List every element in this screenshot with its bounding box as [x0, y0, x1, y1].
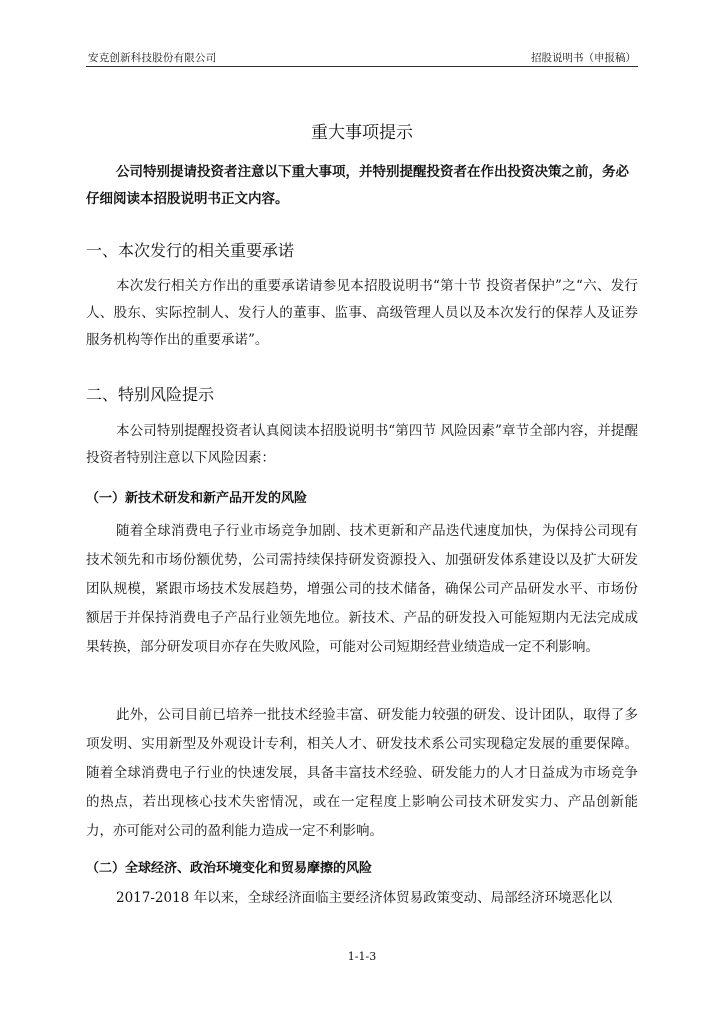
header-company: 安克创新科技股份有限公司: [88, 52, 217, 64]
section-2-paragraph: 本公司特别提醒投资者认真阅读本招股说明书“第四节 风险因素”章节全部内容，并提醒投资者特别注意以下风险因素：: [86, 423, 638, 466]
section-1-heading: 一、本次发行的相关重要承诺: [86, 241, 295, 260]
subsection-1-paragraph-1: 随着全球消费电子行业市场竞争加剧、技术更新和产品迭代速度加快，为保持公司现有技术领先和市场份额优势，公司需持续保持研发资源投入、加强研发体系建设以及扩大研发团队规模，紧跟市场技术发展趋势，增强公司的技术储备，确保公司产品研发水平、市场份额居于并保持消费电子产品行业领先地位。新技术、产品的研发投入可能短期内无法完成成果转换，部分研发项目亦存在失败风险，可能对公司短期经营业绩造成一定不利影响。: [86, 523, 638, 655]
header-rule: [86, 66, 638, 67]
section-1-paragraph: 本次发行相关方作出的重要承诺请参见本招股说明书“第十节 投资者保护”之“六、发行人、股东、实际控制人、发行人的董事、监事、高级管理人员以及本次发行的保荐人及证券服务机构等作出的重要承诺”。: [86, 278, 638, 348]
subsection-1-heading: （一）新技术研发和新产品开发的风险: [86, 491, 308, 506]
subsection-2-paragraph-1: 2017-2018 年以来，全球经济面临主要经济体贸易政策变动、局部经济环境恶化以: [116, 890, 613, 906]
page-title: 重大事项提示: [311, 123, 413, 143]
subsection-2-heading: （二）全球经济、政治环境变化和贸易摩擦的风险: [86, 861, 373, 876]
subsection-1-paragraph-2: 此外，公司目前已培养一批技术经验丰富、研发能力较强的研发、设计团队，取得了多项发明、实用新型及外观设计专利，相关人才、研发技术系公司实现稳定发展的重要保障。随着全球消费电子行业的快速发展，具备丰富技术经验、研发能力的人才日益成为市场竞争的热点，若出现核心技术失密情况，或在一定程度上影响公司技术研发实力、产品创新能力，亦可能对公司的盈利能力造成一定不利影响。: [86, 707, 638, 839]
header-doc-type: 招股说明书（申报稿）: [531, 52, 636, 64]
intro-paragraph: 公司特别提请投资者注意以下重大事项，并特别提醒投资者在作出投资决策之前，务必仔细阅读本招股说明书正文内容。: [86, 164, 629, 207]
section-2-heading: 二、特别风险提示: [86, 385, 215, 404]
page-number: 1-1-3: [347, 950, 377, 963]
